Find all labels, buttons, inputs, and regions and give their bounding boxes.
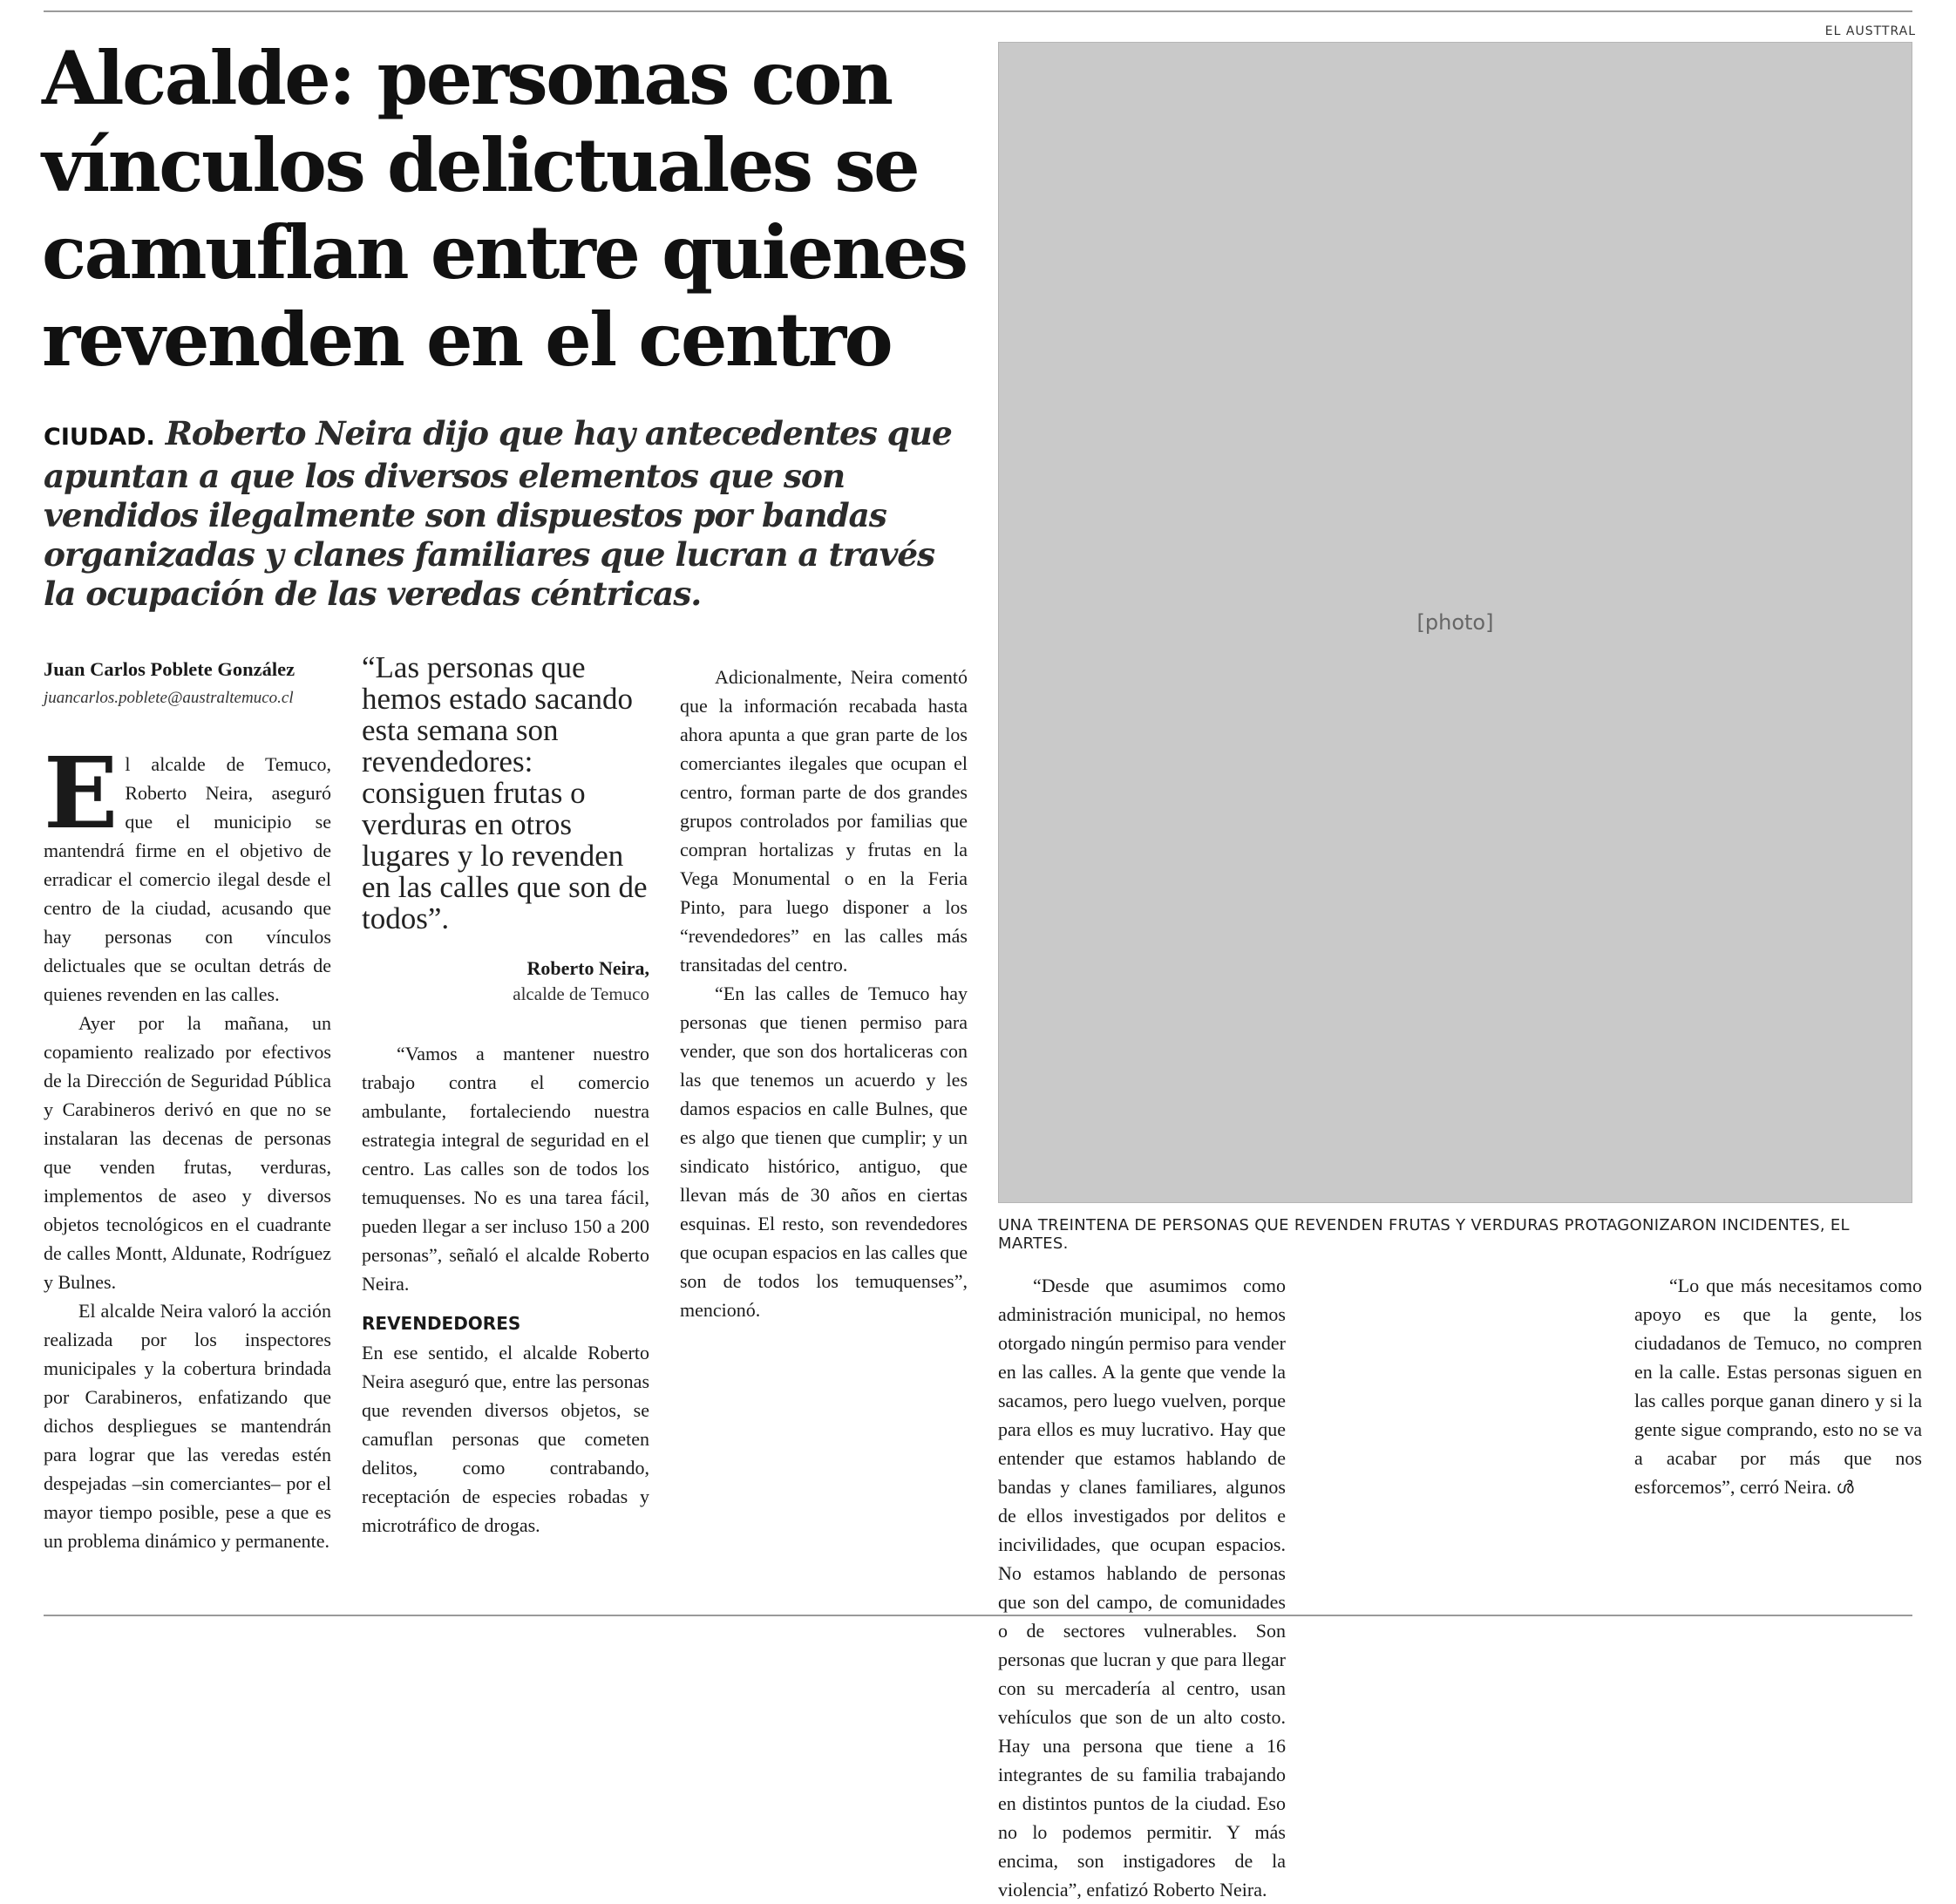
pull-quote-name: Roberto Neira, [526,957,649,979]
deck-text: Roberto Neira dijo que hay antecedentes que apuntan a que los diversos elementos que son vendidos ilegalmente son dispuestos por bandas organizadas y clanes familiares que lucran a través la ocupación de las veredas céntricas. [44,414,952,613]
pull-quote: “Las personas que hemos estado sacando esta semana son revendedores: consiguen frutas o verduras en otros lugares y lo revenden en las calles que son de todos”. [362,650,648,935]
article-photo: [photo] [998,42,1912,1203]
paragraph-7: “En las calles de Temuco hay personas que tienen permiso para vender, que son dos hortaliceras con las que tenemos un acuerdo y les damos espacios en calle Bulnes, que es algo que tienen que cumplir; y un sindicato histórico, antiguo, que llevan más de 30 años en ciertas esquinas. El resto, son revendedores que ocupan espacios en las calles que son de todos los temuquenses”, mencionó. [680,983,968,1321]
paragraph-5: En ese sentido, el alcalde Roberto Neira aseguró que, entre las personas que revenden diversos objetos, se camuflan personas que cometen delitos, como contrabando, receptación de especies robadas y microtráfico de drogas. [362,1342,649,1536]
photo-credit: EL AUSTTRAL [1824,24,1916,38]
photo-caption: UNA TREINTENA DE PERSONAS QUE REVENDEN FRUTAS Y VERDURAS PROTAGONIZARON INCIDENTES, EL MARTES. [998,1216,1850,1253]
section-label: CIUDAD. [44,424,155,451]
headline: Alcalde: personas con vínculos delictuales se camuflan entre quienes revenden en el centro [42,35,967,383]
paragraph-9: “Lo que más necesitamos como apoyo es que la gente, los ciudadanos de Temuco, no compren en la calle. Estas personas siguen en las calles porque ganan dinero y si la gente sigue comprando, esto no se va a acabar por más que nos esforcemos”, cerró Neira. ൾ [1634,1275,1922,1498]
column-6 [1634,1271,1922,1502]
pull-quote-role: alcalde de Temuco [513,983,649,1004]
paragraph-1: El alcalde de Temuco, Roberto Neira, aseguró que el municipio se mantendrá firme en el objetivo de erradicar el comercio ilegal desde el centro de la ciudad, acusando que hay personas con vínculos delictuales que se ocultan detrás de quienes revenden en las calles. [44,737,331,1005]
byline-email[interactable]: juancarlos.poblete@australtemuco.cl [44,689,294,707]
column-1 [44,737,331,1555]
column-2 [362,1039,649,1540]
byline-author: Juan Carlos Poblete González [44,658,295,680]
paragraph-4: “Vamos a mantener nuestro trabajo contra el comercio ambulante, fortaleciendo nuestra estrategia integral de seguridad en el centro. Las calles son de todos los temuquenses. No es una tarea fácil, pueden llegar a ser incluso 150 a 200 personas”, señaló el alcalde Roberto Neira. [362,1043,649,1295]
column-3 [680,663,968,1324]
paragraph-2: Ayer por la mañana, un copamiento realizado por efectivos de la Dirección de Seguridad Pública y Carabineros derivó en que no se instalaran las decenas de personas que venden frutas, verduras, implementos de aseo y diversos objetos tecnológicos en el cuadrante de calles Montt, Aldunate, Rodríguez y Bulnes. [44,1012,331,1293]
paragraph-3: El alcalde Neira valoró la acción realizada por los inspectores municipales y la cobertura brindada por Carabineros, enfatizando que dichos despliegues se mantendrán para lograr que las veredas estén despejadas –sin comerciantes– por el mayor tiempo posible, pese a que es un problema dinámico y permanente. [44,1300,331,1552]
bottom-rule [44,1615,1912,1616]
paragraph-6: Adicionalmente, Neira comentó que la información recabada hasta ahora apunta a que gran parte de los comerciantes ilegales que ocupan el centro, forman parte de dos grandes grupos controlados por familias que compran hortalizas y frutas en la Vega Monumental o en la Feria Pinto, para luego disponer a los “revendedores” en las calles más transitadas del centro. [680,666,968,976]
end-mark-icon: ൾ [1836,1477,1854,1498]
column-4 [998,1271,1286,1904]
paragraph-8: “Desde que asumimos como administración municipal, no hemos otorgado ningún permiso para vender en las calles. A la gente que vende la sacamos, pero luego vuelven, porque para ellos es muy lucrativo. Hay que entender que estamos hablando de bandas y clanes familiares, algunos de ellos investigados por delitos e incivilidades, que ocupan espacios. No estamos hablando de personas que son del campo, de comunidades o de sectores vulnerables. Son personas que lucran y que para llegar con su mercadería al centro, usan vehículos que son de un alto costo. Hay una persona que tiene a 16 integrantes de su familia trabajando en distintos puntos de la ciudad. Eso no lo podemos permitir. Y más encima, son instigadores de la violencia”, enfatizó Roberto Neira. [998,1275,1286,1901]
deck [44,414,968,614]
top-rule [44,10,1912,12]
dropcap: E [44,737,119,851]
subhead: REVENDEDORES [362,1313,521,1334]
